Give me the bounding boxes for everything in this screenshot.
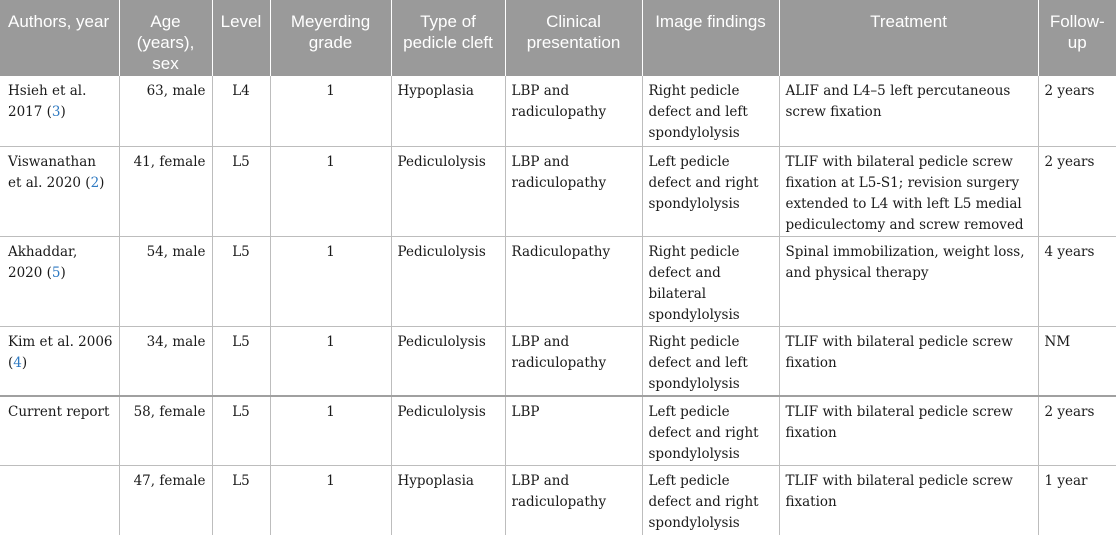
- cell-age: 41, female: [119, 146, 212, 236]
- cell-cleft: Pediculolysis: [391, 396, 505, 466]
- cell-followup: 2 years: [1038, 76, 1116, 146]
- cell-cleft: Hypoplasia: [391, 76, 505, 146]
- cell-grade: 1: [270, 396, 391, 466]
- cell-image: Left pedicle defect and right spondylolysis: [642, 146, 779, 236]
- cell-image: Right pedicle defect and bilateral spondylolysis: [642, 236, 779, 326]
- cell-cleft: Pediculolysis: [391, 146, 505, 236]
- author-text: Viswanathan et al. 2020 (: [8, 153, 96, 191]
- cell-authors: [0, 396, 119, 466]
- cell-treatment: TLIF with bilateral pedicle screw fixation: [779, 326, 1038, 396]
- cell-image: Left pedicle defect and right spondylolysis: [642, 396, 779, 466]
- header-authors: Authors, year: [0, 0, 119, 76]
- cell-grade: 1: [270, 76, 391, 146]
- cell-followup: 2 years: [1038, 146, 1116, 236]
- cell-treatment: Spinal immobilization, weight loss, and physical therapy: [779, 236, 1038, 326]
- cell-cleft: Pediculolysis: [391, 326, 505, 396]
- cell-level: L5: [212, 396, 270, 466]
- cell-age: 54, male: [119, 236, 212, 326]
- cell-treatment: TLIF with bilateral pedicle screw fixation: [779, 396, 1038, 466]
- cell-grade: 1: [270, 326, 391, 396]
- author-text: Hsieh et al. 2017 (: [8, 83, 87, 120]
- cell-age: 47, female: [119, 465, 212, 535]
- cell-followup: NM: [1038, 326, 1116, 396]
- author-text: Current report: [8, 403, 110, 420]
- cell-treatment: TLIF with bilateral pedicle screw fixation at L5-S1; revision surgery extended to L4 with left L5 medial pediculectomy and screw removed: [779, 146, 1038, 236]
- cell-authors: [0, 326, 119, 396]
- cell-level: L4: [212, 76, 270, 146]
- table-body: [0, 76, 1116, 535]
- cell-authors: [0, 76, 119, 146]
- cell-clinical: Radiculopathy: [505, 236, 642, 326]
- cell-authors: [0, 146, 119, 236]
- table-row: [0, 76, 1116, 146]
- header-meyerding: Meyerding grade: [270, 0, 391, 76]
- author-text-end: ): [99, 174, 105, 191]
- cell-age: 63, male: [119, 76, 212, 146]
- reference-link[interactable]: 4: [13, 354, 22, 371]
- cell-cleft: Hypoplasia: [391, 465, 505, 535]
- header-row: [0, 0, 1116, 76]
- cell-followup: 1 year: [1044, 472, 1088, 489]
- cell-age: 34, male: [119, 326, 212, 396]
- cell-grade: 1: [270, 465, 391, 535]
- cell-followup: 4 years: [1038, 236, 1116, 326]
- author-text: Akhaddar, 2020 (: [8, 243, 78, 281]
- cell-authors: [0, 465, 119, 535]
- cell-clinical: LBP: [505, 396, 642, 466]
- header-level: Level: [212, 0, 270, 76]
- cell-treatment: TLIF with bilateral pedicle screw fixation: [779, 465, 1038, 535]
- table-row: [0, 465, 1116, 535]
- cell-image: Right pedicle defect and left spondylolysis: [642, 76, 779, 146]
- header-followup: Follow-up: [1038, 0, 1116, 76]
- reference-link[interactable]: 3: [51, 104, 61, 120]
- table-row: [0, 146, 1116, 236]
- cell-age: 58, female: [119, 396, 212, 466]
- cell-clinical: LBP and radiculopathy: [505, 326, 642, 396]
- cell-level: L5: [212, 326, 270, 396]
- table-header: [0, 0, 1116, 76]
- cell-image: Left pedicle defect and right spondylolysis: [642, 465, 779, 535]
- header-clinical: Clinical presentation: [505, 0, 642, 76]
- header-cleft: Type of pedicle cleft: [391, 0, 505, 76]
- cell-level: L5: [212, 465, 270, 535]
- cell-grade: 1: [270, 146, 391, 236]
- table-row: [0, 236, 1116, 326]
- cell-level: L5: [212, 146, 270, 236]
- author-text: Kim et al. 2006 (: [8, 333, 113, 371]
- reference-link[interactable]: 5: [51, 264, 61, 281]
- author-text-end: ): [60, 104, 66, 120]
- cell-clinical: LBP and radiculopathy: [505, 76, 642, 146]
- cell-clinical: LBP and radiculopathy: [505, 465, 642, 535]
- table-row: [0, 326, 1116, 396]
- reference-link[interactable]: 2: [90, 174, 100, 191]
- author-text-end: ): [21, 354, 28, 371]
- cell-followup: 2 years: [1038, 396, 1116, 466]
- cell-cleft: Pediculolysis: [391, 236, 505, 326]
- header-image: Image findings: [642, 0, 779, 76]
- table-row: [0, 396, 1116, 466]
- header-age: Age (years), sex: [119, 0, 212, 76]
- cell-authors: [0, 236, 119, 326]
- cell-image: Right pedicle defect and left spondylolysis: [642, 326, 779, 396]
- cell-treatment: ALIF and L4–5 left percutaneous screw fixation: [779, 76, 1038, 146]
- cell-clinical: LBP and radiculopathy: [505, 146, 642, 236]
- author-text-end: ): [60, 264, 66, 281]
- cell-grade: 1: [270, 236, 391, 326]
- cell-level: L5: [212, 236, 270, 326]
- header-treatment: Treatment: [779, 0, 1038, 76]
